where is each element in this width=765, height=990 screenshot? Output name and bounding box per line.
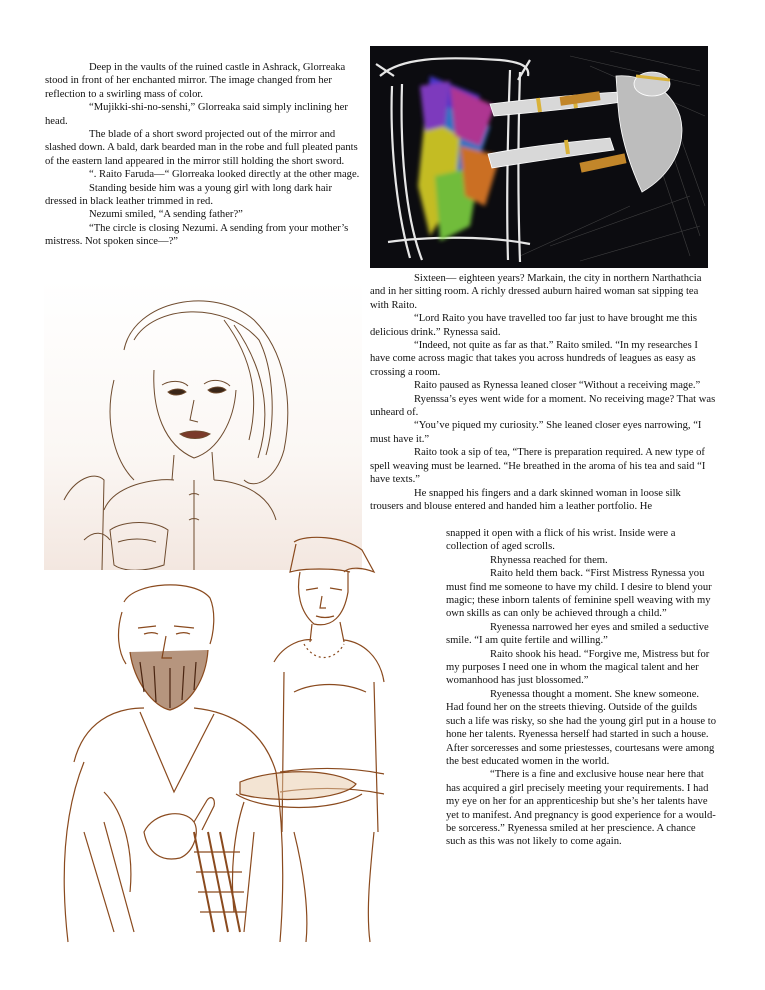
woman-with-cup-sketch bbox=[44, 280, 362, 570]
paragraph: Raito shook his head. “Forgive me, Mistress but for my purposes I need one in whom the magical talent and her womanhood has just blossomed.” bbox=[446, 648, 710, 687]
paragraph: Ryenssa’s eyes went wide for a moment. No receiving mage? That was unheard of. bbox=[370, 393, 716, 419]
top-left-text bbox=[45, 61, 362, 249]
paragraph: Rhynessa reached for them. bbox=[490, 554, 608, 566]
paragraph: Sixteen— eighteen years? Markain, the city in northern Narthathcia and in her sitting room. A richly dressed auburn haired woman sat sipping tea with Raito. bbox=[370, 273, 702, 311]
paragraph: “Lord Raito you have travelled too far just to have brought me this delicious drink.” Rynessa said. bbox=[370, 313, 698, 338]
paragraph: Nezumi smiled, “A sending father?” bbox=[89, 209, 243, 221]
paragraph: Ryenessa thought a moment. She knew someone. Had found her on the streets thieving. Outside of the guilds such a life was risky, so she had the young girl put in a house to hone her talents. Ryenessa herself had started in such a house. After sorceresses and some priestesses, courtesans were among the best educated women in the world. bbox=[446, 688, 716, 767]
paragraph: “Indeed, not quite as far as that.” Raito smiled. “In my researches I have come across magic that takes you across hundreds of leagues as easy as crossing a room. bbox=[370, 340, 698, 378]
paragraph: He snapped his fingers and a dark skinned woman in loose silk trousers and blouse entered and handed him a leather portfolio. He bbox=[370, 487, 681, 512]
mirror-painting bbox=[370, 46, 708, 268]
paragraph: “. Raito Faruda—“ Glorreaka looked directly at the other mage. bbox=[89, 169, 360, 181]
right-lower-text bbox=[446, 527, 716, 849]
paragraph: snapped it open with a flick of his wrist. Inside were a collection of aged scrolls. bbox=[446, 528, 676, 553]
paragraph: The blade of a short sword projected out of the mirror and slashed down. A bald, dark bearded man in the robe and full pleated pants of the eastern land appeared in the mirror still holding the short sword. bbox=[45, 129, 358, 167]
paragraph: Ryenessa narrowed her eyes and smiled a seductive smile. “I am quite fertile and willing.” bbox=[446, 621, 709, 647]
paragraph: Raito paused as Rynessa leaned closer “Without a receiving mage.” bbox=[414, 380, 701, 392]
paragraph: Raito took a sip of tea, “There is preparation required. A new type of spell weaving must be learned. “He breathed in the aroma of his tea and said “I have texts.” bbox=[370, 447, 706, 486]
paragraph: Standing beside him was a young girl with long dark hair dressed in black leather trimmed in red. bbox=[45, 182, 333, 208]
paragraph: “There is a fine and exclusive house near here that has acquired a girl precisely meeting your requirements. I had my eye on her for an apprenticeship but she’s her talents have yet to manifest. And pregnancy is good experience for a would-be sorceress.” Ryenessa smiled at her prescience. A chance such as this was not likely to come again. bbox=[446, 769, 716, 848]
right-upper-text bbox=[370, 272, 716, 513]
paragraph: “You’ve piqued my curiosity.” She leaned closer eyes narrowing, “I must have it.” bbox=[370, 420, 702, 445]
paragraph: “Mujikki-shi-no-senshi,” Glorreaka said simply inclining her head. bbox=[45, 102, 348, 127]
paragraph: “The circle is closing Nezumi. A sending from your mother’s mistress. Not spoken since—?” bbox=[45, 222, 349, 248]
paragraph: Raito held them back. “First Mistress Rynessa you must find me someone to have my child. I desire to blend your magic; these inborn talents of feminine spell weaving with my own skills as can only be achieved through a child.” bbox=[446, 568, 712, 620]
raito-and-servant-sketch bbox=[44, 532, 408, 944]
paragraph: Deep in the vaults of the ruined castle in Ashrack, Glorreaka stood in front of her enchanted mirror. The image changed from her reflection to a swirling mass of color. bbox=[45, 62, 346, 100]
